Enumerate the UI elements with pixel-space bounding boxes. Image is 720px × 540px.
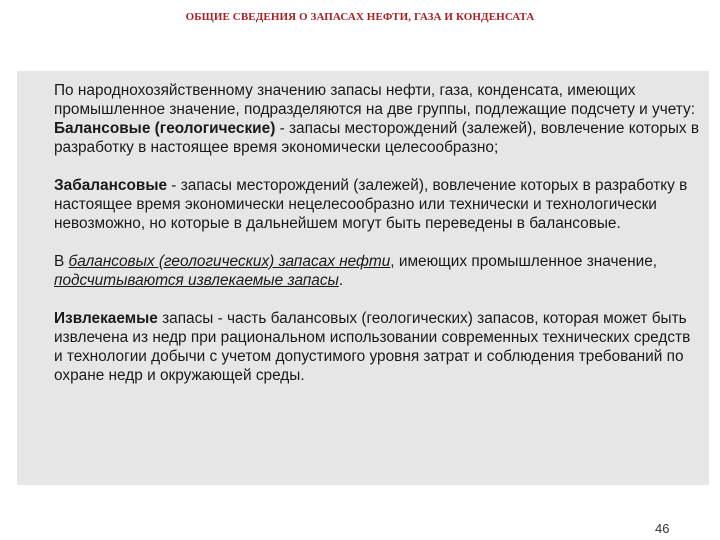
offbalance-paragraph	[35, 176, 703, 233]
page-number: 46	[655, 521, 670, 536]
balance-definition: - запасы месторождений (залежей), вовлечение которых в разработку в настоящее время экономически целесообразно;	[54, 120, 700, 156]
intro-paragraph: По народнохозяйственному значению запасы нефти, газа, конденсата, имеющих промышленное значение, подразделяются на две группы, подлежащие подсчету и учету:	[54, 82, 696, 118]
recoverable-definition: запасы - часть балансовых (геологических) запасов, которая может быть извлечена из недр при рациональном использовании современных технических средств и технологии добычи с учетом допустимого уровня затрат и соблюдения требований по охране недр и окружающей среды.	[54, 310, 691, 384]
note-link-recoverable: подсчитываются извлекаемые запасы	[54, 272, 339, 289]
offbalance-definition: - запасы месторождений (залежей), вовлечение которых в разработку в настоящее время экономически нецелесообразно или технически и технологически невозможно, но которые в дальнейшем могут быть переведены в балансовые.	[54, 177, 688, 232]
recoverable-paragraph	[35, 309, 703, 385]
note-prefix: В	[54, 253, 69, 270]
recoverable-term: Извлекаемые	[54, 310, 158, 327]
offbalance-term: Забалансовые	[54, 177, 168, 194]
slide-title: ОБЩИЕ СВЕДЕНИЯ О ЗАПАСАХ НЕФТИ, ГАЗА И КОНДЕНСАТА	[185, 11, 535, 23]
content-box	[17, 71, 709, 485]
balance-paragraph	[35, 119, 703, 157]
note-suffix: .	[338, 272, 344, 289]
note-paragraph	[35, 252, 703, 290]
note-link-balance-reserves: балансовых (геологических) запасах нефти	[68, 253, 391, 270]
balance-term: Балансовые (геологические)	[54, 120, 276, 137]
note-middle: , имеющих промышленное значение,	[390, 253, 658, 270]
body-text	[35, 81, 703, 385]
